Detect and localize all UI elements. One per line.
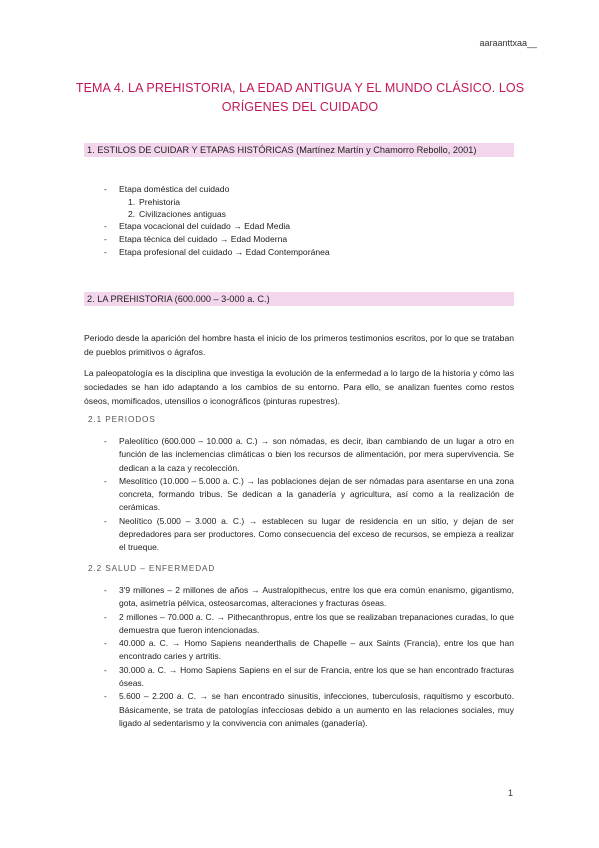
list-item-text: Etapa técnica del cuidado → Edad Moderna — [119, 234, 288, 244]
list-item: - Neolítico (5.000 – 3.000 a. C.) → establecen su lugar de residencia en un sitio, y dejan de ser depredadores para ser productores. Como consecuencia del exceso de recursos, se empieza a realizar el trueque. — [104, 515, 514, 553]
list-item: - 30.000 a. C. → Homo Sapiens Sapiens en el sur de Francia, entre los que se han encontrado fracturas óseas. — [104, 664, 514, 689]
list-item-text: Etapa vocacional del cuidado → Edad Media — [119, 221, 291, 231]
list-item: - Etapa profesional del cuidado → Edad Contemporánea — [104, 247, 330, 257]
etapas-list — [88, 183, 513, 259]
periodos-list — [88, 435, 514, 555]
list-item: - Mesolítico (10.000 – 5.000 a. C.) → las poblaciones dejan de ser nómadas para asentarse en una zona concreta, formando tribus. Se dedican a la ganadería y agricultura, así como a la realización de cerámicas. — [104, 475, 514, 513]
page-number: 1 — [507, 788, 513, 798]
list-item: - 40.000 a. C. → Homo Sapiens neanderthalis de Chapelle – aux Saints (Francia), entre los que han encontrado caries y artritis. — [104, 638, 514, 662]
list-item-text: Etapa profesional del cuidado → Edad Contemporánea — [119, 247, 330, 257]
list-item: - 3'9 millones – 2 millones de años → Australopithecus, entre los que era común enanismo, gigantismo, gota, asimetría pélvica, osteosarcomas, alteraciones y fracturas óseas. — [104, 585, 514, 609]
header-username: aaraanttxaa__ — [479, 38, 537, 48]
subsection-heading: 2.2 SALUD – ENFERMEDAD — [88, 564, 216, 573]
section-1-heading: 1. ESTILOS DE CUIDAR Y ETAPAS HISTÓRICAS (Martínez Martín y Chamorro Rebollo, 2001) — [84, 143, 514, 157]
paragraph: Periodo desde la aparición del hombre hasta el inicio de los primeros testimonios escritos, por lo que se trataban de pueblos primitivos o ágrafos. — [84, 333, 514, 357]
salud-list — [88, 584, 514, 730]
subsection-heading: 2.1 PERIODOS — [88, 415, 156, 424]
list-item: - 2 millones – 70.000 a. C. → Pithecanthropus, entre los que se realizaban trepanaciones curadas, lo que demuestra que fueron intencionadas. — [104, 611, 514, 635]
section-2-heading: 2. LA PREHISTORIA (600.000 – 3-000 a. C.) — [84, 292, 514, 306]
sub-list-item: 2. Civilizaciones antiguas — [128, 209, 226, 219]
list-item-text: Etapa doméstica del cuidado — [119, 184, 230, 194]
list-item: - Paleolítico (600.000 – 10.000 a. C.) → son nómadas, es decir, iban cambiando de un lugar a otro en función de las inclemencias climáticas o bien los recursos de alimentación, por mera supervivencia. Se dedican a la caza y recolección. — [104, 436, 514, 473]
list-item: - Etapa técnica del cuidado → Edad Moderna — [104, 234, 288, 244]
list-item: - Etapa vocacional del cuidado → Edad Media — [104, 221, 291, 231]
page-title: TEMA 4. LA PREHISTORIA, LA EDAD ANTIGUA Y EL MUNDO CLÁSICO. LOS ORÍGENES DEL CUIDADO — [75, 81, 525, 114]
sub-list-item: 1. Prehistoria — [128, 197, 181, 207]
list-item: - Etapa doméstica del cuidado — [104, 184, 230, 194]
paragraph: La paleopatología es la disciplina que investiga la evolución de la enfermedad a lo largo de la historia y cómo las sociedades se han ido adaptando a los cambios de su entorno. Para ello, se analizan fuentes como restos óseos, momificados, utensilios o iconográficos (pinturas rupestres). — [84, 368, 514, 406]
list-item: - 5.600 – 2.200 a. C. → se han encontrado sinusitis, infecciones, tuberculosis, raquitismo y escorbuto. Básicamente, se trata de patologías infecciosas debido a un aumento en las relaciones sociales, muy ligado al sedentarismo y la convivencia con animales (ganadería). — [104, 691, 514, 728]
